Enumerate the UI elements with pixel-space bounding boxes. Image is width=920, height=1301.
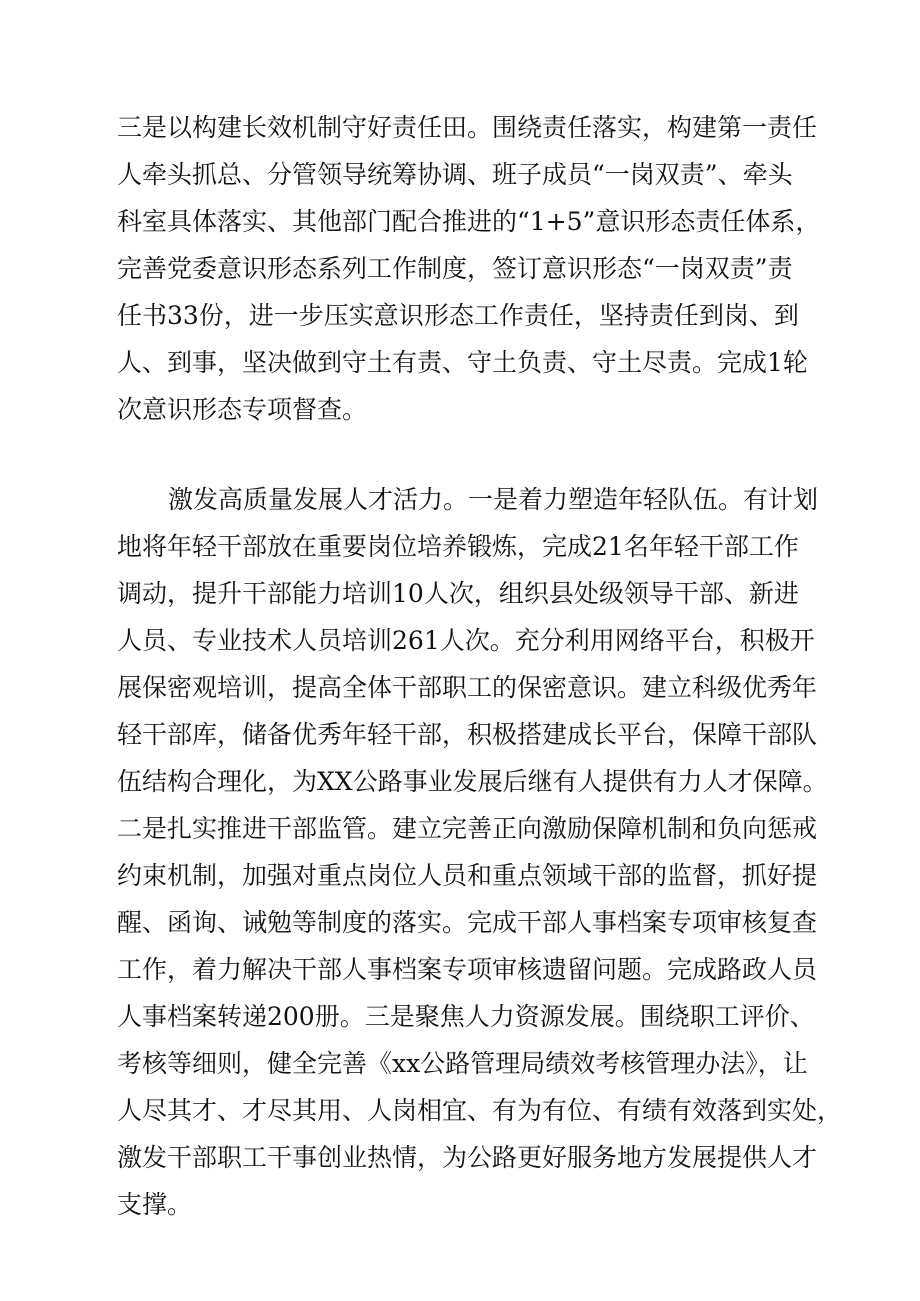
paragraph-line: 人牵头抓总、分管领导统筹协调、班子成员“一岗双责”、牵头 — [117, 160, 793, 189]
paragraph-line: 支撑。 — [117, 1190, 193, 1219]
paragraph-line: 人、到事，坚决做到守土有责、守土负责、守土尽责。完成1轮 — [117, 348, 808, 377]
paragraph-line: 考核等细则，健全完善《xx公路管理局绩效考核管理办法》，让 — [117, 1049, 808, 1078]
paragraph-line: 人事档案转递200册。三是聚焦人力资源发展。围绕职工评价、 — [117, 1002, 815, 1031]
paragraph-line: 展保密观培训，提高全体干部职工的保密意识。建立科级优秀年 — [117, 673, 818, 702]
paragraph-line: 激发高质量发展人才活力。一是着力塑造年轻队伍。有计划 — [168, 485, 819, 514]
paragraph-line: 伍结构合理化，为XX公路事业发展后继有人提供有力人才保障。 — [117, 767, 828, 796]
paragraph-line: 人尽其才、才尽其用、人岗相宜、有为有位、有绩有效落到实处， — [117, 1096, 843, 1125]
paragraph-line: 地将年轻干部放在重要岗位培养锻炼，完成21名年轻干部工作 — [117, 532, 799, 561]
paragraph-line: 工作，着力解决干部人事档案专项审核遗留问题。完成路政人员 — [117, 955, 818, 984]
paragraph-line: 人员、专业技术人员培训261人次。充分利用网络平台，积极开 — [117, 626, 815, 655]
paragraph-line: 激发干部职工干事创业热情，为公路更好服务地方发展提供人才 — [117, 1143, 818, 1172]
paragraph-line: 三是以构建长效机制守好责任田。围绕责任落实，构建第一责任 — [117, 113, 818, 142]
paragraph-line: 科室具体落实、其他部门配合推进的“1+5”意识形态责任体系， — [117, 207, 821, 236]
paragraph-line: 调动，提升干部能力培训10人次，组织县处级领导干部、新进 — [117, 579, 799, 608]
paragraph-line: 二是扎实推进干部监管。建立完善正向激励保障机制和负向惩戒 — [117, 814, 818, 843]
paragraph-line: 约束机制，加强对重点岗位人员和重点领域干部的监督，抓好提 — [117, 861, 818, 890]
paragraph-line: 轻干部库，储备优秀年轻干部，积极搭建成长平台，保障干部队 — [117, 720, 818, 749]
paragraph-line: 任书33份，进一步压实意识形态工作责任，坚持责任到岗、到 — [117, 301, 799, 330]
paragraph-line: 完善党委意识形态系列工作制度，签订意识形态“一岗双责”责 — [117, 254, 793, 283]
paragraph-line: 次意识形态专项督查。 — [117, 395, 368, 424]
paragraph-line: 醒、函询、诫勉等制度的落实。完成干部人事档案专项审核复查 — [117, 908, 818, 937]
